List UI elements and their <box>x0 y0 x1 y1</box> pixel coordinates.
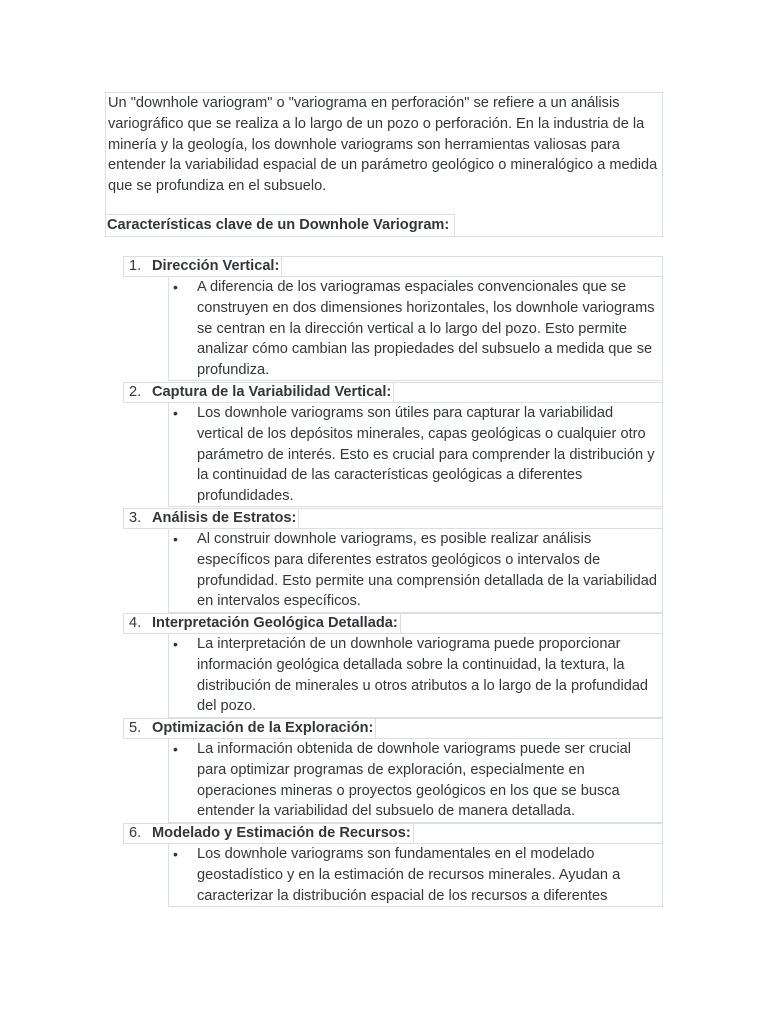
bullet-icon: • <box>173 636 178 652</box>
list-item-body <box>168 844 663 907</box>
list-item-header <box>123 718 663 739</box>
list-item-title: Interpretación Geológica Detallada: <box>152 614 401 633</box>
bullet-icon: • <box>173 531 178 547</box>
bullet-icon: • <box>173 279 178 295</box>
list-item-body <box>168 739 663 823</box>
list-item-header <box>123 382 663 403</box>
list-item-number: 6. <box>129 825 142 841</box>
list-item-text: Los downhole variograms son útiles para capturar la variabilidad vertical de los depósitos minerales, capas geológicas o cualquier otro parámetro de interés. Esto es crucial para comprender la distribución y la continuidad de las características geológicas a diferentes profundidades. <box>197 405 655 505</box>
list-item-number: 3. <box>129 510 142 526</box>
list-item-body <box>168 634 663 718</box>
bullet-icon: • <box>173 405 178 421</box>
section-heading: Características clave de un Downhole Variogram: <box>107 217 450 233</box>
list-item-title: Optimización de la Exploración: <box>152 719 376 738</box>
list-item-header <box>123 823 663 844</box>
list-item-body <box>168 403 663 507</box>
list-item-body <box>168 529 663 613</box>
list-item-header <box>123 508 663 529</box>
list-item-title: Dirección Vertical: <box>152 257 282 276</box>
list-item-title: Análisis de Estratos: <box>152 509 299 528</box>
list-item-text: La información obtenida de downhole variograms puede ser crucial para optimizar programas de exploración, especialmente en operaciones mineras o proyectos geológicos en los que se busca entender la variabilidad del subsuelo de manera detallada. <box>197 741 632 820</box>
list-item-title: Modelado y Estimación de Recursos: <box>152 824 414 843</box>
intro-paragraph: Un "downhole variogram" o "variograma en perforación" se refiere a un análisis variográfico que se realiza a lo largo de un pozo o perforación. En la industria de la minería y la geología, los downhole variograms son herramientas valiosas para entender la variabilidad espacial de un parámetro geológico o mineralógico a medida que se profundiza en el subsuelo. <box>108 95 658 195</box>
list-item-header <box>123 613 663 634</box>
list-item-text: La interpretación de un downhole variograma puede proporcionar información geológica detallada sobre la continuidad, la textura, la distribución de minerales u otros atributos a lo largo de la profundidad del pozo. <box>197 636 649 715</box>
bullet-icon: • <box>173 846 178 862</box>
list-item-number: 1. <box>129 258 142 274</box>
list-item-number: 4. <box>129 615 142 631</box>
list-item-title: Captura de la Variabilidad Vertical: <box>152 383 394 402</box>
list-item-number: 5. <box>129 720 142 736</box>
list-item-text: Al construir downhole variograms, es posible realizar análisis específicos para diferentes estratos geológicos o intervalos de profundidad. Esto permite una comprensión detallada de la variabilidad en intervalos específicos. <box>197 531 657 610</box>
list-item-text: A diferencia de los variogramas espaciales convencionales que se construyen en dos dimensiones horizontales, los downhole variograms se centran en la dirección vertical a lo largo del pozo. Esto permite analizar cómo cambian las propiedades del subsuelo a medida que se profundiza. <box>197 279 655 379</box>
list-item-number: 2. <box>129 384 142 400</box>
bullet-icon: • <box>173 741 178 757</box>
list-item-header <box>123 256 663 277</box>
list-item-body <box>168 277 663 381</box>
list-item-text: Los downhole variograms son fundamentales en el modelado geostadístico y en la estimación de recursos minerales. Ayudan a caracterizar la distribución espacial de los recursos a diferentes <box>197 846 621 904</box>
